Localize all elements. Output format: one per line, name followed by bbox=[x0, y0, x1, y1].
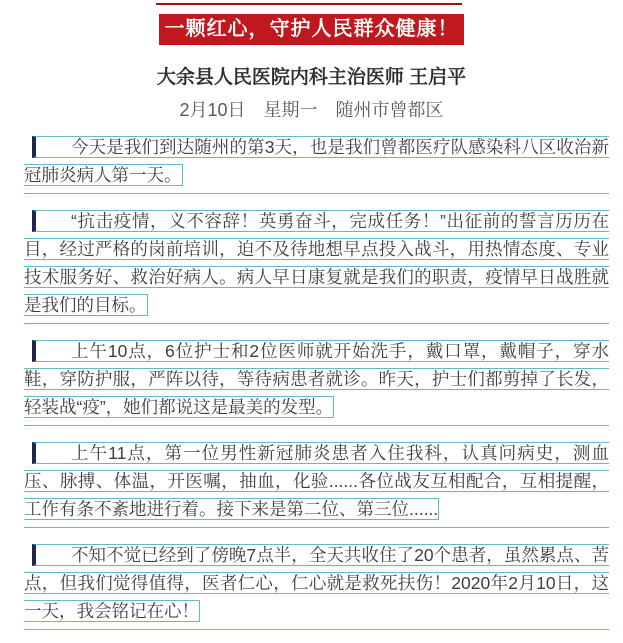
article-body bbox=[0, 122, 623, 630]
paragraph bbox=[24, 541, 609, 630]
paragraph bbox=[24, 439, 609, 528]
banner-top-line bbox=[156, 3, 462, 5]
paragraph-text: 今天是我们到达随州的第3天，也是我们曾都医疗队感染科八区收治新冠肺炎病人第一天。 bbox=[24, 137, 609, 185]
paragraph-text: 上午10点，6位护士和2位医师就开始洗手，戴口罩，戴帽子，穿水鞋，穿防护服，严阵以待，等待病患者就诊。昨天，护士们都剪掉了长发，轻装战“疫”，她们都说这是最美的发型。 bbox=[24, 341, 609, 417]
paragraph bbox=[24, 207, 609, 324]
banner-title: 一颗红心，守护人民群众健康！ bbox=[159, 14, 464, 45]
paragraph-text: 不知不觉已经到了傍晚7点半，全天共收住了20个患者，虽然累点、苦点，但我们觉得值得，医者仁心，仁心就是救死扶伤！2020年2月10日，这一天，我会铭记在心！ bbox=[24, 545, 609, 621]
paragraph-text: “抗击疫情，义不容辞！英勇奋斗，完成任务！”出征前的誓言历历在目，经过严格的岗前培训，迫不及待地想早点投入战斗，用热情态度、专业技术服务好、救治好病人。病人早日康复就是我们的职责，疫情早日战胜就是我们的目标。 bbox=[24, 211, 609, 315]
paragraph bbox=[24, 337, 609, 426]
paragraph bbox=[24, 133, 609, 194]
date-line: 2月10日 星期一 随州市曾都区 bbox=[179, 100, 444, 120]
banner bbox=[0, 3, 623, 45]
page-title: 大余县人民医院内科主治医师 王启平 bbox=[156, 67, 467, 88]
paragraph-text: 上午11点，第一位男性新冠肺炎患者入住我科，认真问病史，测血压、脉搏、体温，开医嘱，抽血，化验......各位战友互相配合，互相提醒，工作有条不紊地进行着。接下来是第二位、第三位...... bbox=[24, 443, 609, 519]
